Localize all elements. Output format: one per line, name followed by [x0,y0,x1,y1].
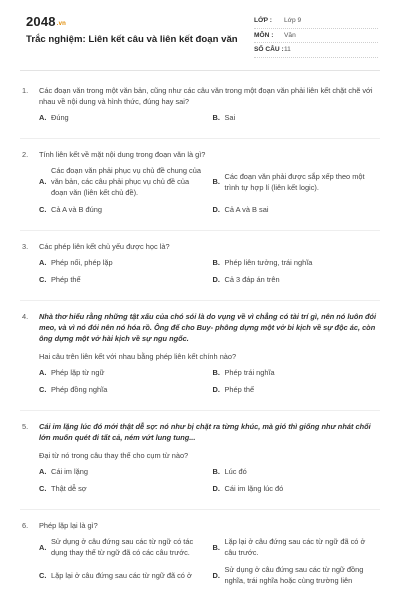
answer-options [22,367,378,401]
answer-text: Sử dụng ở câu đứng sau các từ ngữ có tác dụng thay thế từ ngữ đã có các câu trước. [51,537,194,557]
answer-text: Sai [224,113,236,122]
answer-option[interactable] [213,274,379,285]
question-text: Các phép liên kết chủ yếu được học là? [39,242,170,251]
question-item [22,85,378,129]
answer-text: Thật dễ sợ [51,484,87,493]
question-item [22,311,378,401]
quiz-meta [254,14,378,58]
answer-letter: D. [212,205,220,214]
question-item [22,520,378,592]
question-stem [22,520,378,531]
question-number: 2. [22,150,29,159]
question-passage: Nhà thơ hiểu rằng những tật xấu của chó sói là do vụng về vì chẳng có tài trí gì, nên nó luôn đói meo, và vì nó đói nên nó hóa rồ. Ông để cho Buy- phông dựng một vở bi kịch về sự độc ác, còn ông dựng một vở hài kịch về sự ngu ngốc. [39,312,377,343]
question-number: 4. [22,312,29,321]
question-item [22,241,378,291]
question-item [22,149,378,221]
page-header [0,0,400,62]
question-prompt: Hai câu trên liên kết với nhau bằng phép liên kết chính nào? [39,352,237,361]
answer-letter: C. [39,385,47,394]
meta-subject [254,29,378,44]
site-logo[interactable] [26,14,66,29]
answer-text: Cái im lặng [51,467,88,476]
question-text: Các đoạn văn trong một văn bản, cũng như các câu văn trong một đoạn văn phải liên kết chặt chẽ với nhau về nội dung và hình thức, đúng hay sai? [39,86,373,106]
answer-options [22,466,378,500]
answer-option[interactable] [213,564,379,586]
answer-option[interactable] [39,112,205,123]
answer-letter: B. [212,542,220,552]
question-divider [20,300,380,301]
answer-option[interactable] [213,483,379,494]
question-number: 1. [22,86,29,95]
logo-text: 2048 [26,14,56,29]
answer-text: Phép lặp từ ngữ [51,368,105,377]
question-number: 6. [22,521,29,530]
meta-value: 11 [284,46,291,53]
question-list [0,71,400,592]
question-divider [20,509,380,510]
logo-suffix: .vn [56,21,67,27]
answer-option[interactable] [39,384,205,395]
question-divider [20,410,380,411]
answer-option[interactable] [39,466,205,477]
answer-letter: D. [212,275,220,284]
answer-options [22,536,378,592]
answer-option[interactable] [39,274,205,285]
answer-text: Lúc đó [224,467,247,476]
meta-label: LỚP : [254,17,272,24]
answer-option[interactable] [213,204,379,215]
question-prompt: Đại từ nó trong câu thay thế cho cụm từ nào? [39,451,189,460]
answer-text: Phép liên tưởng, trái nghĩa [224,258,313,267]
meta-value: Văn [284,31,296,39]
answer-letter: C. [39,484,47,493]
answer-option[interactable] [213,112,379,123]
answer-option[interactable] [213,257,379,268]
answer-text: Sử dụng ở câu đứng sau các từ ngữ đồng nghĩa, trái nghĩa hoặc cùng trường liên [224,565,364,585]
answer-letter: D. [212,385,220,394]
answer-options [22,112,378,129]
question-stem [22,149,378,160]
answer-text: Cái im lặng lúc đó [224,484,284,493]
answer-letter: A. [39,258,47,267]
answer-text: Lặp lại ở câu đứng sau các từ ngữ đã có ở câu trước. [224,537,366,557]
answer-letter: A. [39,542,47,552]
answer-text: Phép thế [51,275,81,284]
answer-option[interactable] [39,204,205,215]
meta-value: Lớp 9 [284,17,302,24]
answer-option[interactable] [213,384,379,395]
answer-text: Cả A và B sai [224,205,269,214]
question-stem [22,85,378,107]
meta-question-count [254,43,378,58]
question-passage: Cái im lặng lúc đó mới thật dễ sợ: nó như bị chặt ra từng khúc, mà gió thì giống như nhát chổi lớn muốn quét đi tất cả, ném vứt lung tung... [39,422,371,442]
meta-grade [254,14,378,29]
answer-option[interactable] [39,367,205,378]
answer-option[interactable] [213,367,379,378]
question-body [39,311,378,362]
question-stem [22,311,378,362]
answer-option[interactable] [213,536,379,558]
meta-label: SỐ CÂU : [254,46,284,53]
meta-label: MÔN : [254,31,274,39]
quiz-title: Trắc nghiệm: Liên kết câu và liên kết đoạn văn [26,34,238,45]
question-text: Tính liên kết về mặt nội dung trong đoạn văn là gì? [39,150,206,159]
answer-option[interactable] [39,564,205,586]
answer-letter: A. [39,467,47,476]
answer-option[interactable] [39,483,205,494]
question-stem [22,241,378,252]
answer-option[interactable] [213,466,379,477]
answer-text: Phép đồng nghĩa [51,385,108,394]
question-number: 3. [22,242,29,251]
answer-text: Các đoạn văn phải được sắp xếp theo một trình tự hợp lí (liên kết logic). [224,171,365,192]
answer-text: Các đoạn văn phải phục vụ chủ đề chung của văn bản, các câu phải phục vụ chủ đề của đoạn văn (liên kết chủ đề). [51,166,201,197]
answer-letter: A. [39,368,47,377]
answer-text: Lặp lại ở câu đứng sau các từ ngữ đã có ở [51,570,192,580]
answer-letter: B. [212,368,220,377]
question-text: Phép lặp lại là gì? [39,521,98,530]
answer-letter: B. [212,258,220,267]
answer-text: Cả A và B đúng [51,205,102,214]
answer-letter: C. [39,275,47,284]
answer-option[interactable] [213,165,379,198]
answer-letter: D. [212,570,220,580]
answer-letter: C. [39,570,47,580]
answer-letter: D. [212,484,220,493]
question-item [22,421,378,500]
question-divider [20,230,380,231]
answer-letter: B. [212,467,220,476]
answer-options [22,165,378,221]
answer-letter: B. [212,113,220,122]
answer-letter: B. [212,177,220,186]
question-stem [22,421,378,461]
answer-text: Phép nối, phép lặp [51,258,113,267]
answer-option[interactable] [39,165,205,198]
answer-letter: A. [39,113,47,122]
answer-text: Phép trái nghĩa [224,368,275,377]
answer-option[interactable] [39,257,205,268]
answer-options [22,257,378,291]
answer-text: Phép thế [224,385,255,394]
answer-option[interactable] [39,536,205,558]
answer-letter: A. [39,177,47,186]
question-divider [20,138,380,139]
question-number: 5. [22,422,29,431]
answer-text: Đúng [51,113,69,122]
answer-letter: C. [39,205,47,214]
answer-text: Cả 3 đáp án trên [224,275,280,284]
question-body [39,421,378,461]
